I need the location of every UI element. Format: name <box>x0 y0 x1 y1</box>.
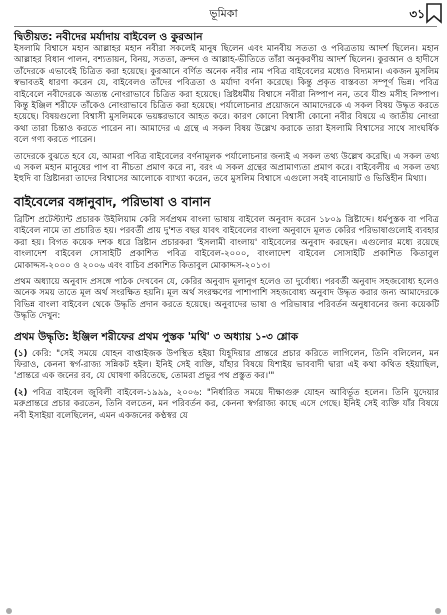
footer-dot <box>6 608 12 614</box>
paragraph: তাদেরকে বুঝতে হবে যে, আমরা পবিত্র বাইবেলের বর্ণনামূলক পর্যালোচনার জন্যই এ সকল তথ্য উল্লেখ করেছি। এ সকল তথ্য এ সকল মহান মানুষের পাপ বা নীচতা প্রমাণ করে না, বরং এ সকল গ্রন্থের অপ্রামাণ্যতা প্রমাণ করে। বাইবেলীয় এ সকল তথ্য ইহুদি বা খ্রিষ্টানরা তাদের বিশ্বাসের আলোকে ব্যাখ্যা করেন, তবে মুসলিম বিশ্বাসে এগুলো সবই বানোয়াট ও ভিত্তিহীন মিথ্যা। <box>14 151 439 185</box>
page-number: ৩১ <box>409 7 425 21</box>
header-divider <box>14 26 437 27</box>
item-number: (১) <box>14 348 28 359</box>
paragraph: ইসলামি বিশ্বাসে মহান আল্লাহর মহান নবীরা সকলেই মানুষ ছিলেন এবং মানবীয় সততা ও পবিত্রতায় আদর্শ ছিলেন। মহান আল্লাহর বিধান পালন, বশ্যতায়ন, বিনয়, সততা, ক্রন্দন ও আল্লাহ-ভীতিতে তাঁরা অনুকরণীয় আদর্শ ছিলেন। কুরআন ও হাদীসে তাঁদেরকে এভাবেই চিত্রিত করা হয়েছে। কুরআনে বর্ণিত অনেক নবীর নাম পবিত্র বাইবেলের মধ্যেও বিদ্যমান। একজন মুসলিম স্বভাবতই ধারণা করেন যে, বাইবেলও তাঁদের পবিত্রতা ও মর্যাদা বর্ণনা করেছে। কিন্তু প্রকৃত বাস্তবতা সম্পূর্ণ ভিন্ন। পবিত্র বাইবেলে নবীদেরকে অত্যন্ত নোংরাভাবে চিত্রিত করা হয়েছে। খ্রিষ্টধর্মীয় বিশ্বাসে নবীরা নিষ্পাপ নন, তবে যীশু মসীহ নিষ্পাপ। কিন্তু ইঞ্জিল শরীফে তাঁকেও নোংরাভাবে চিত্রিত করা হয়েছে। পর্যালোচনার প্রয়োজনে আমাদেরকে এ সকল বিষয় উদ্ধৃত করতে হয়েছে। বিষয়গুলো বিশ্বাসী মুসলিমকে ভয়ঙ্করভাবে আহত করে। কারণ কোনো বিশ্বাসী কোনো নবীর বিষয়ে এ জাতীয় নোংরা কথা তারা চিন্তাও করতে পারেন না। আমাদের এ গ্রন্থে এ সকল বিষয় উল্লেখ করাকে তারা ইসলামি বিশ্বাসের সাথে সাংঘর্ষিক বলে গণ্য করতে পারেন। <box>14 44 439 146</box>
section-heading-prophets: দ্বিতীয়ত: নবীদের মর্যাদায় বাইবেল ও কুরআন <box>14 31 203 43</box>
quote-item-2 <box>14 388 439 422</box>
page-header <box>0 6 447 22</box>
quote-text: কেরি: "সেই সময়ে যোহন বাপ্তাইজক উপস্থিত হইয়া যিহূদিয়ার প্রান্তরে প্রচার করিতে লাগিলেন, তিনি বলিলেন, মন ফিরাও, কেননা স্বর্গ-রাজ্য সন্নিকট হইল। ইনিই সেই ব্যক্তি, যাঁহার বিষয়ে যিশাইয় ভাববাদী দ্বারা এই কথা কথিত হইয়াছিল, 'প্রান্তরে এক জনের রব, যে ঘোষণা করিতেছে, তোমরা প্রভুর পথ প্রস্তুত কর।'" <box>14 348 439 382</box>
page-footer <box>0 604 447 615</box>
paragraph: প্রথম অধ্যায়ে অনুবাদ প্রসঙ্গে পাঠক দেখবেন যে, কেরির অনুবাদ মূলানুগ হলেও তা দুর্বোধ্য। পরবর্তী অনুবাদ সহজবোধ্য হলেও অনেক সময় তাতে মূল অর্থ সংরক্ষিত হয়নি। মূল অর্থ সংরক্ষণের পাশাপাশি সহজবোধ্য অনুবাদ উদ্ধৃত করার জন্য আমাদেরকে বিভিন্ন বাংলা বাইবেল থেকে উদ্ধৃতি প্রদান করতে হয়েছে। অনুবাদের ভাষা ও পরিভাষার পরিবর্তন অনুধাবনের জন্য কয়েকটি উদ্ধৃতি দেখুন: <box>14 276 439 322</box>
quote-text: পবিত্র বাইবেল জুবিলী বাইবেল-১৯৯৯, ২০০৬: "নির্ধারিত সময়ে দীক্ষাগুরু যোহন আবির্ভূত হলেন। তিনি যুদেয়ার মরুপ্রান্তরে প্রচার করতেন, তিনি বলতেন, মন পরিবর্তন কর, কেননা স্বর্গরাজ্য কাছে এসে গেছে। ইনিই সেই ব্যক্তি যাঁর বিষয়ে নবী ইসাইয়া বলেছিলেন, এমন একজনের কণ্ঠস্বর যে <box>14 387 439 421</box>
section-heading-translation: বাইবেলের বঙ্গানুবাদ, পরিভাষা ও বানান <box>14 193 211 209</box>
item-number: (২) <box>14 387 28 398</box>
quote-item-1 <box>14 349 439 383</box>
running-title: ভূমিকা <box>209 7 238 20</box>
footer-dot <box>435 608 441 614</box>
paragraph: ব্রিটিশ প্রটেস্ট্যান্ট প্রচারক উইলিয়াম কেরি সর্বপ্রথম বাংলা ভাষায় বাইবেল অনুবাদ করেন ১৮০৯ খ্রিষ্টাব্দে। ধর্মপুস্তক বা পবিত্র বাইবেল নামে তা প্রচারিত হয়। পরবর্তী প্রায় দু'শত বছর যাবৎ বাইবেলের বাংলা অনুবাদে মূলত কেরির পরিভাষাগুলোই ব্যবহার করা হয়। বিগত কয়েক দশক ধরে খ্রিষ্টান প্রচারকরা 'ইসলামী বাংলায়' বাইবেলের অনুবাদ করছেন। এগুলোর মধ্যে রয়েছে বাংলাদেশ বাইবেল সোসাইটি প্রকাশিত পবিত্র বাইবেল-২০০০, বাংলাদেশ বাইবেল সোসাইটি প্রকাশিত কিতাবুল মোকাদ্দস-২০০০ ও ২০০৬ এবং বাচিব প্রকাশিত কিতাবুল মোকাদ্দস-২০১৩। <box>14 214 439 271</box>
page-body <box>14 30 439 422</box>
section-heading-quotation: প্রথম উদ্ধৃতি: ইঞ্জিল শরীফের প্রথম পুস্তক 'মথি' ৩ অধ্যায় ১-৩ শ্লোক <box>14 330 299 343</box>
folded-corner-icon <box>425 2 443 24</box>
